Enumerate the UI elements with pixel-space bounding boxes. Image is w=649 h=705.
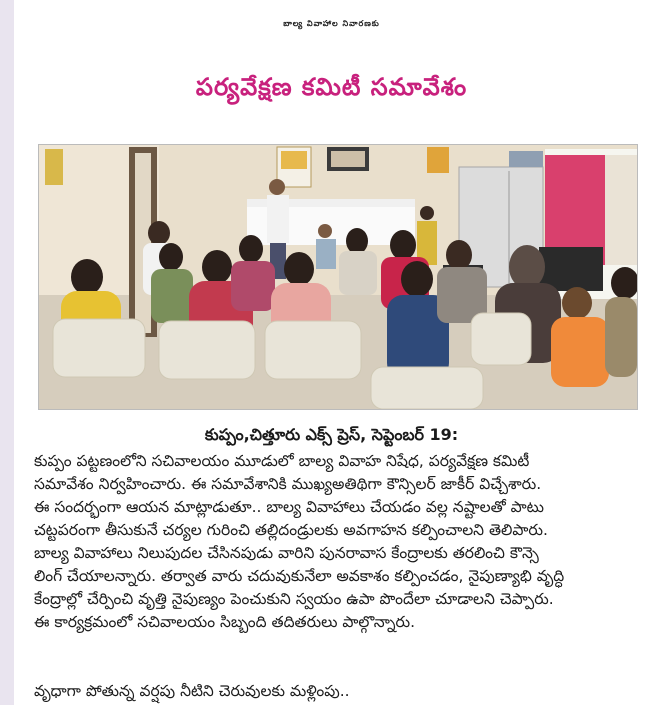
- body-line: ఈ సందర్భంగా ఆయన మాట్లాడుతూ.. బాల్య వివాహాలు చేయడం వల్ల నష్టాలతో పాటు: [34, 498, 544, 516]
- body-line: కేంద్రాల్లో చేర్పించి వృత్తి నైపుణ్యం పెంచుకుని స్వయం ఉపా పొందేలా చూడాలని చెప్పారు.: [34, 590, 554, 608]
- article-body: [34, 450, 644, 634]
- article-photo: [38, 144, 638, 410]
- body-line: కుప్పం పట్టణంలోని సచివాలయం మూడులో బాల్య వివాహ నిషేధ, పర్యవేక్షణ కమిటీ: [34, 452, 530, 470]
- article-headline: పర్యవేక్షణ కమిటీ సమావేశం: [195, 73, 468, 101]
- body-line: చట్టపరంగా తీసుకునే చర్యల గురించి తల్లిదండ్రులకు అవగాహన కల్పించాలని తెలిపారు.: [34, 521, 548, 539]
- body-line: బాల్య వివాహాలు నిలుపుదల చేసినపుడు వారిని పునరావాస కేంద్రాలకు తరలించి కౌన్సె: [34, 544, 539, 562]
- body-line: సమావేశం నిర్వహించారు. ఈ సమావేశానికి ముఖ్యఅతిథిగా కౌన్సిలర్ జాకీర్ విచ్చేశారు.: [34, 475, 542, 493]
- next-story-teaser: వృధాగా పోతున్న వర్షపు నీటిని చెరువులకు మళ్లింపు..: [34, 682, 350, 700]
- body-line: ఈ కార్యక్రమంలో సచివాలయం సిబ్బంది తదితరులు పాల్గొన్నారు.: [34, 613, 416, 631]
- article-dateline: కుప్పం,చిత్తూరు ఎక్స్ ప్రెస్, సెప్టెంబర్ 19:: [204, 425, 459, 444]
- article-kicker: బాల్య వివాహాల నివారణకు: [283, 19, 380, 28]
- body-line: లింగ్ చేయాలన్నారు. తర్వాత వారు చదువుకునేలా అవకాశం కల్పించడం, నైపుణ్యాభి వృద్ధి: [34, 567, 565, 585]
